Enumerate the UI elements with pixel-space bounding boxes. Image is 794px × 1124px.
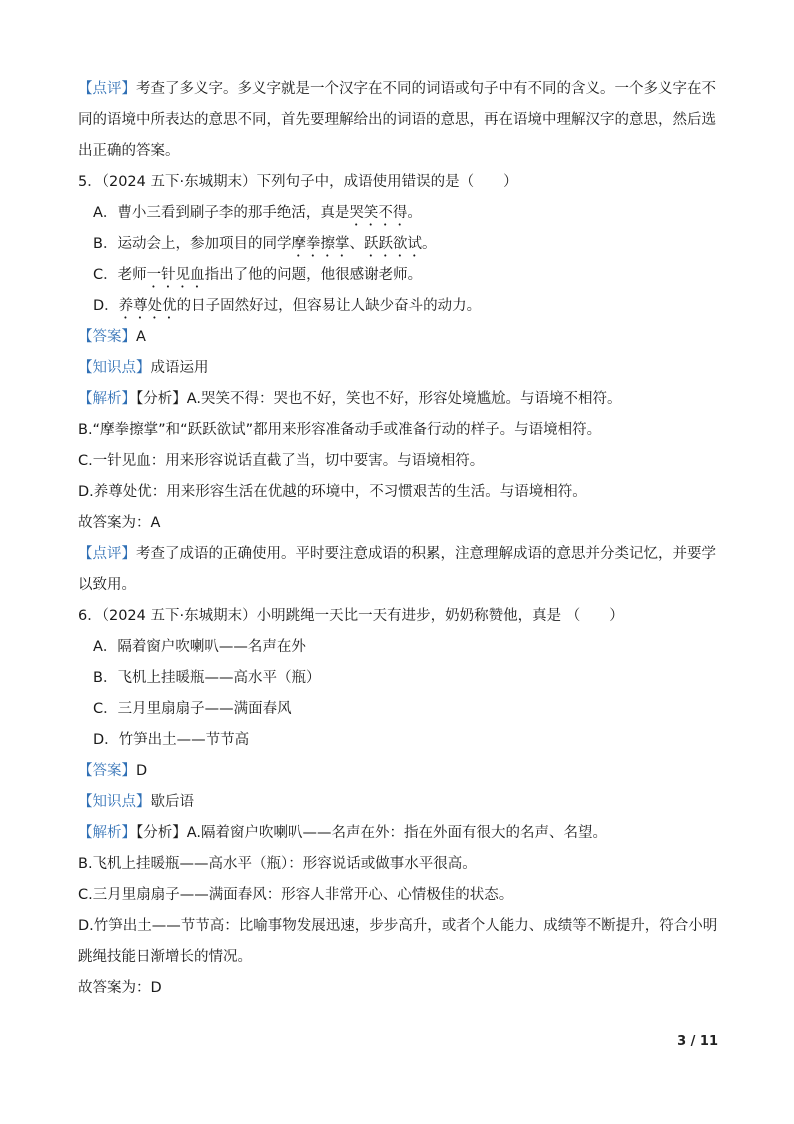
analysis-text: A.哭笑不得：哭也不好，笑也不好，形容处境尴尬。与语境不相符。	[186, 391, 622, 407]
comment-text: 考查了成语的正确使用。平时要注意成语的积累，注意理解成语的意思并分类记忆，并要学	[136, 546, 716, 562]
idiom-emphasis: 养尊处优	[118, 298, 177, 314]
option-text: 。	[407, 205, 422, 221]
option-a: A．隔着窗户吹喇叭——名声在外	[93, 639, 306, 655]
analysis-line: C.一针见血：用来形容说话直截了当，切中要害。与语境相符。	[78, 453, 485, 469]
final-answer: 故答案为：A	[78, 515, 161, 531]
option-text: D．	[93, 298, 119, 314]
option-b	[78, 229, 723, 260]
analysis-subtag: 【分析】	[136, 825, 187, 841]
analysis-tag: 【解析】	[78, 825, 136, 841]
idiom-emphasis: 摩拳擦掌	[291, 236, 350, 252]
final-answer: 故答案为：D	[78, 980, 162, 996]
comment-line	[78, 539, 723, 570]
answer-value: A	[136, 329, 146, 345]
option-text: B．运动会上，参加项目的同学	[93, 236, 292, 252]
option-c: C．三月里扇扇子——满面春风	[93, 701, 292, 717]
option-b: B．飞机上挂暖瓶——高水平（瓶）	[93, 670, 321, 686]
option-text: A．曹小三看到刷子李的那手绝活，真是	[93, 205, 350, 221]
knowledge-point-value: 歇后语	[150, 794, 194, 810]
option-text: 的日子固然好过，但容易让人缺少奋斗的动力。	[176, 298, 482, 314]
option-d	[78, 291, 723, 322]
page-number: 3 / 11	[677, 1034, 718, 1049]
analysis-line: B.飞机上挂暖瓶——高水平（瓶）：形容说话或做事水平很高。	[78, 856, 477, 872]
analysis-tag: 【解析】	[78, 391, 136, 407]
idiom-emphasis: 哭笑不得	[349, 205, 408, 221]
knowledge-point-line	[78, 353, 723, 384]
analysis-line: D.竹笋出土——节节高：比喻事物发展迅速，步步高升，或者个人能力、成绩等不断提升，符合小明	[78, 918, 718, 934]
document-page	[78, 74, 723, 1004]
analysis-line	[78, 384, 723, 415]
question-5-stem: 5．（2024 五下·东城期末）下列句子中，成语使用错误的是（ ）	[78, 174, 518, 190]
analysis-line	[78, 818, 723, 849]
question-6-stem: 6．（2024 五下·东城期末）小明跳绳一天比一天有进步，奶奶称赞他，真是 （ ）	[78, 608, 624, 624]
analysis-line: B.“摩拳擦掌”和“跃跃欲试”都用来形容准备动手或准备行动的样子。与语境相符。	[78, 422, 602, 438]
knowledge-point-tag: 【知识点】	[78, 794, 151, 810]
comment-tag: 【点评】	[78, 81, 136, 97]
answer-tag: 【答案】	[78, 763, 136, 779]
knowledge-point-tag: 【知识点】	[78, 360, 151, 376]
option-a	[78, 198, 723, 229]
comment-text: 考查了多义字。多义字就是一个汉字在不同的词语或句子中有不同的含义。一个多义字在不	[136, 81, 716, 97]
comment-line	[78, 74, 723, 105]
comment-line: 同的语境中所表达的意思不同，首先要理解给出的词语的意思，再在语境中理解汉字的意思，然后选	[78, 112, 716, 128]
option-c	[78, 260, 723, 291]
analysis-line: 跳绳技能日渐增长的情况。	[78, 949, 252, 965]
comment-tag: 【点评】	[78, 546, 136, 562]
analysis-text: A.隔着窗户吹喇叭——名声在外：指在外面有很大的名声、名望。	[186, 825, 608, 841]
idiom-emphasis: 跃跃欲试	[363, 236, 422, 252]
answer-line	[78, 322, 723, 353]
analysis-subtag: 【分析】	[136, 391, 187, 407]
idiom-emphasis: 一针见血	[146, 267, 205, 283]
comment-line: 出正确的答案。	[78, 143, 180, 159]
answer-line	[78, 756, 723, 787]
analysis-line: D.养尊处优：用来形容生活在优越的环境中，不习惯艰苦的生活。与语境相符。	[78, 484, 587, 500]
knowledge-point-line	[78, 787, 723, 818]
comment-line: 以致用。	[78, 577, 136, 593]
option-text: C．老师	[93, 267, 147, 283]
answer-value: D	[136, 763, 148, 779]
option-text: 。	[421, 236, 437, 252]
option-text: 、	[349, 236, 364, 252]
option-text: 指出了他的问题，他很感谢老师。	[204, 267, 423, 283]
knowledge-point-value: 成语运用	[150, 360, 209, 376]
analysis-line: C.三月里扇扇子——满面春风：形容人非常开心、心情极佳的状态。	[78, 887, 514, 903]
option-d: D．竹笋出土——节节高	[93, 732, 250, 748]
answer-tag: 【答案】	[78, 329, 136, 345]
